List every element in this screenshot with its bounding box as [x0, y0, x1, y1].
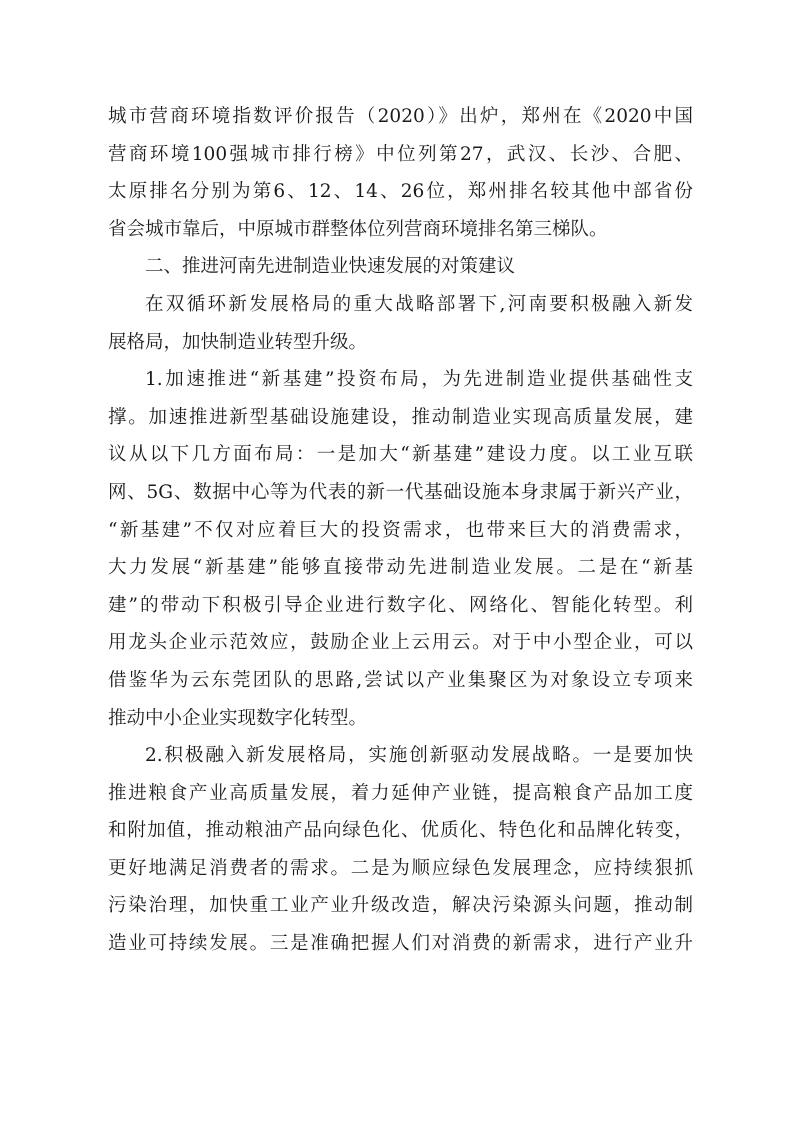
text-line: 城市营商环境指数评价报告（2020）》出炉，郑州在《2020中国 — [108, 106, 693, 127]
text-line: 推动中小企业实现数字化转型。 — [108, 707, 368, 729]
text-line: 推进粮食产业高质量发展，着力延伸产业链，提高粮食产品加工度 — [108, 782, 693, 804]
text-line: 撑。加速推进新型基础设施建设，推动制造业实现高质量发展，建 — [108, 406, 693, 428]
text-line: 太原排名分别为第6、12、14、26位，郑州排名较其他中部省份 — [108, 181, 693, 203]
text-line: 建”的带动下积极引导企业进行数字化、网络化、智能化转型。利 — [108, 594, 693, 616]
text-line: “新基建”不仅对应着巨大的投资需求，也带来巨大的消费需求， — [108, 519, 693, 541]
text-line: 污染治理，加快重工业产业升级改造，解决污染源头问题，推动制 — [108, 895, 693, 917]
text-line: 营商环境100强城市排行榜》中位列第27，武汉、长沙、合肥、 — [108, 143, 693, 165]
text-line: 议从以下几方面布局：一是加大“新基建”建设力度。以工业互联 — [108, 444, 693, 466]
text-line: 借鉴华为云东莞团队的思路,尝试以产业集聚区为对象设立专项来 — [108, 669, 693, 691]
text-line: 二、推进河南先进制造业快速发展的对策建议 — [145, 256, 516, 278]
text-line: 1.加速推进“新基建”投资布局，为先进制造业提供基础性支 — [145, 369, 693, 391]
text-line: 和附加值，推动粮油产品向绿色化、优质化、特色化和品牌化转变， — [108, 820, 693, 842]
text-line: 2.积极融入新发展格局，实施创新驱动发展战略。一是要加快 — [145, 745, 693, 767]
text-line: 展格局，加快制造业转型升级。 — [108, 331, 368, 353]
text-line: 造业可持续发展。三是准确把握人们对消费的新需求，进行产业升 — [108, 933, 693, 955]
text-line: 网、5G、数据中心等为代表的新一代基础设施本身隶属于新兴产业， — [108, 481, 693, 503]
body-text — [108, 98, 693, 963]
text-line: 在双循环新发展格局的重大战略部署下,河南要积极融入新发 — [145, 293, 693, 315]
text-line: 省会城市靠后，中原城市群整体位列营商环境排名第三梯队。 — [108, 218, 608, 240]
text-line: 用龙头企业示范效应，鼓励企业上云用云。对于中小型企业，可以 — [108, 632, 693, 654]
text-line: 大力发展“新基建”能够直接带动先进制造业发展。二是在“新基 — [108, 557, 693, 579]
text-line: 更好地满足消费者的需求。二是为顺应绿色发展理念，应持续狠抓 — [108, 857, 693, 879]
